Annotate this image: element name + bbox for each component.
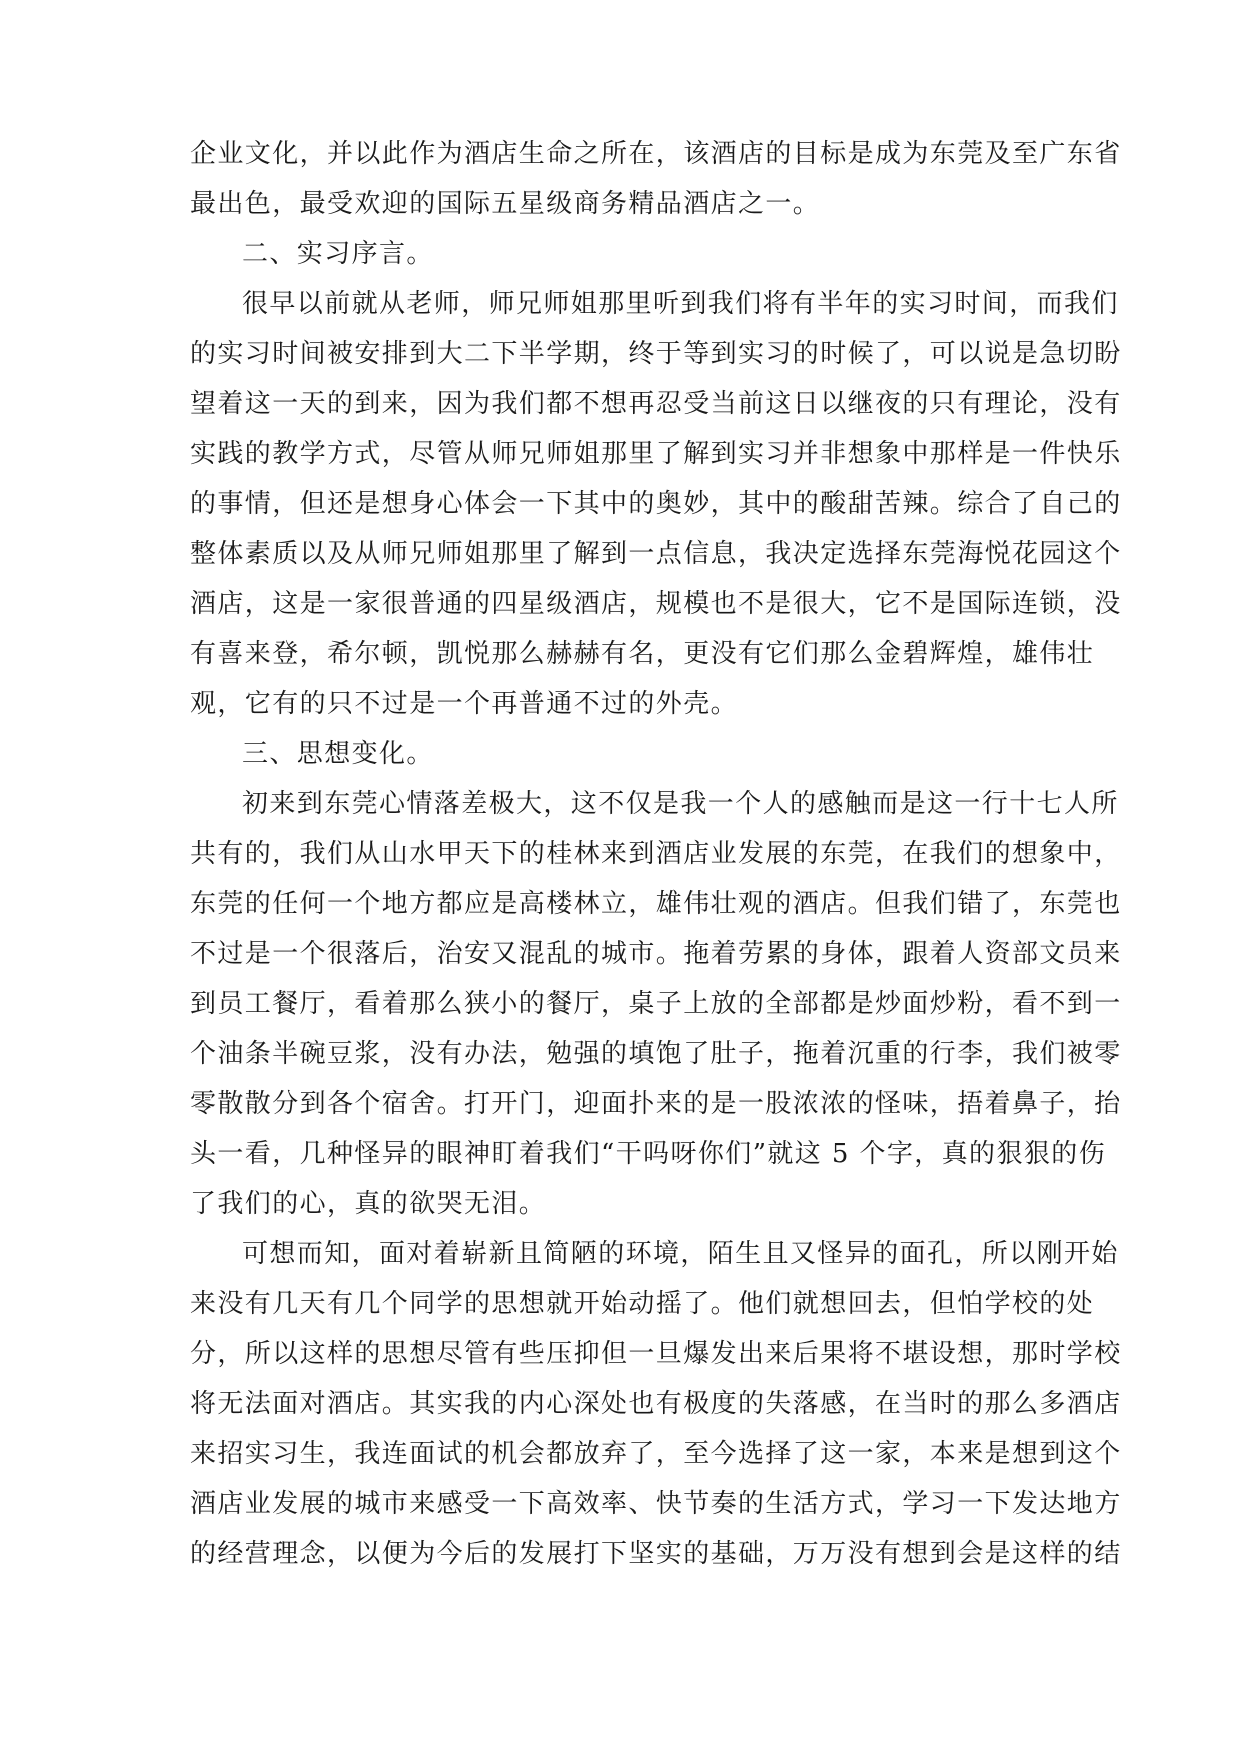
paragraph-line: 分，所以这样的思想尽管有些压抑但一旦爆发出来后果将不堪设想，那时学校	[190, 1339, 1122, 1369]
paragraph-line: 酒店，这是一家很普通的四星级酒店，规模也不是很大，它不是国际连锁，没	[190, 589, 1122, 619]
paragraph-line: 实践的教学方式，尽管从师兄师姐那里了解到实习并非想象中那样是一件快乐	[190, 439, 1122, 469]
paragraph-line: 共有的，我们从山水甲天下的桂林来到酒店业发展的东莞，在我们的想象中，	[190, 839, 1122, 869]
paragraph-line: 望着这一天的到来，因为我们都不想再忍受当前这日以继夜的只有理论，没有	[190, 389, 1122, 419]
section-heading: 二、实习序言。	[242, 239, 434, 269]
paragraph-line: 初来到东莞心情落差极大，这不仅是我一个人的感触而是这一行十七人所	[242, 789, 1119, 819]
paragraph-line: 酒店业发展的城市来感受一下高效率、快节奏的生活方式，学习一下发达地方	[190, 1489, 1122, 1519]
paragraph-line: 的实习时间被安排到大二下半学期，终于等到实习的时候了，可以说是急切盼	[190, 339, 1122, 369]
paragraph-line: 的事情，但还是想身心体会一下其中的奥妙，其中的酸甜苦辣。综合了自己的	[190, 489, 1122, 519]
paragraph-line: 不过是一个很落后，治安又混乱的城市。拖着劳累的身体，跟着人资部文员来	[190, 939, 1122, 969]
section-heading: 三、思想变化。	[242, 739, 434, 769]
paragraph-line: 企业文化，并以此作为酒店生命之所在，该酒店的目标是成为东莞及至广东省	[190, 139, 1122, 169]
paragraph-line: 有喜来登，希尔顿，凯悦那么赫赫有名，更没有它们那么金碧辉煌，雄伟壮	[190, 639, 1095, 669]
paragraph-line: 东莞的任何一个地方都应是高楼林立，雄伟壮观的酒店。但我们错了，东莞也	[190, 889, 1122, 919]
paragraph-line: 很早以前就从老师，师兄师姐那里听到我们将有半年的实习时间，而我们	[242, 289, 1119, 319]
paragraph-line: 来没有几天有几个同学的思想就开始动摇了。他们就想回去，但怕学校的处	[190, 1289, 1095, 1319]
paragraph-line: 来招实习生，我连面试的机会都放弃了，至今选择了这一家，本来是想到这个	[190, 1439, 1122, 1469]
paragraph-line: 个油条半碗豆浆，没有办法，勉强的填饱了肚子，拖着沉重的行李，我们被零	[190, 1039, 1122, 1069]
paragraph-line: 整体素质以及从师兄师姐那里了解到一点信息，我决定选择东莞海悦花园这个	[190, 539, 1122, 569]
paragraph-line: 可想而知，面对着崭新且简陋的环境，陌生且又怪异的面孔，所以刚开始	[242, 1239, 1119, 1269]
paragraph-line: 了我们的心，真的欲哭无泪。	[190, 1189, 547, 1219]
paragraph-line: 到员工餐厅，看着那么狭小的餐厅，桌子上放的全部都是炒面炒粉，看不到一	[190, 989, 1122, 1019]
paragraph-line: 零散散分到各个宿舍。打开门，迎面扑来的是一股浓浓的怪味，捂着鼻子，抬	[190, 1089, 1122, 1119]
paragraph-line: 最出色，最受欢迎的国际五星级商务精品酒店之一。	[190, 189, 821, 219]
paragraph-line: 的经营理念，以便为今后的发展打下坚实的基础，万万没有想到会是这样的结	[190, 1539, 1122, 1569]
paragraph-line: 观，它有的只不过是一个再普通不过的外壳。	[190, 689, 739, 719]
paragraph-line: 头一看，几种怪异的眼神盯着我们“干吗呀你们”就这 5 个字，真的狠狠的伤	[190, 1139, 1107, 1169]
paragraph-line: 将无法面对酒店。其实我的内心深处也有极度的失落感，在当时的那么多酒店	[190, 1389, 1122, 1419]
